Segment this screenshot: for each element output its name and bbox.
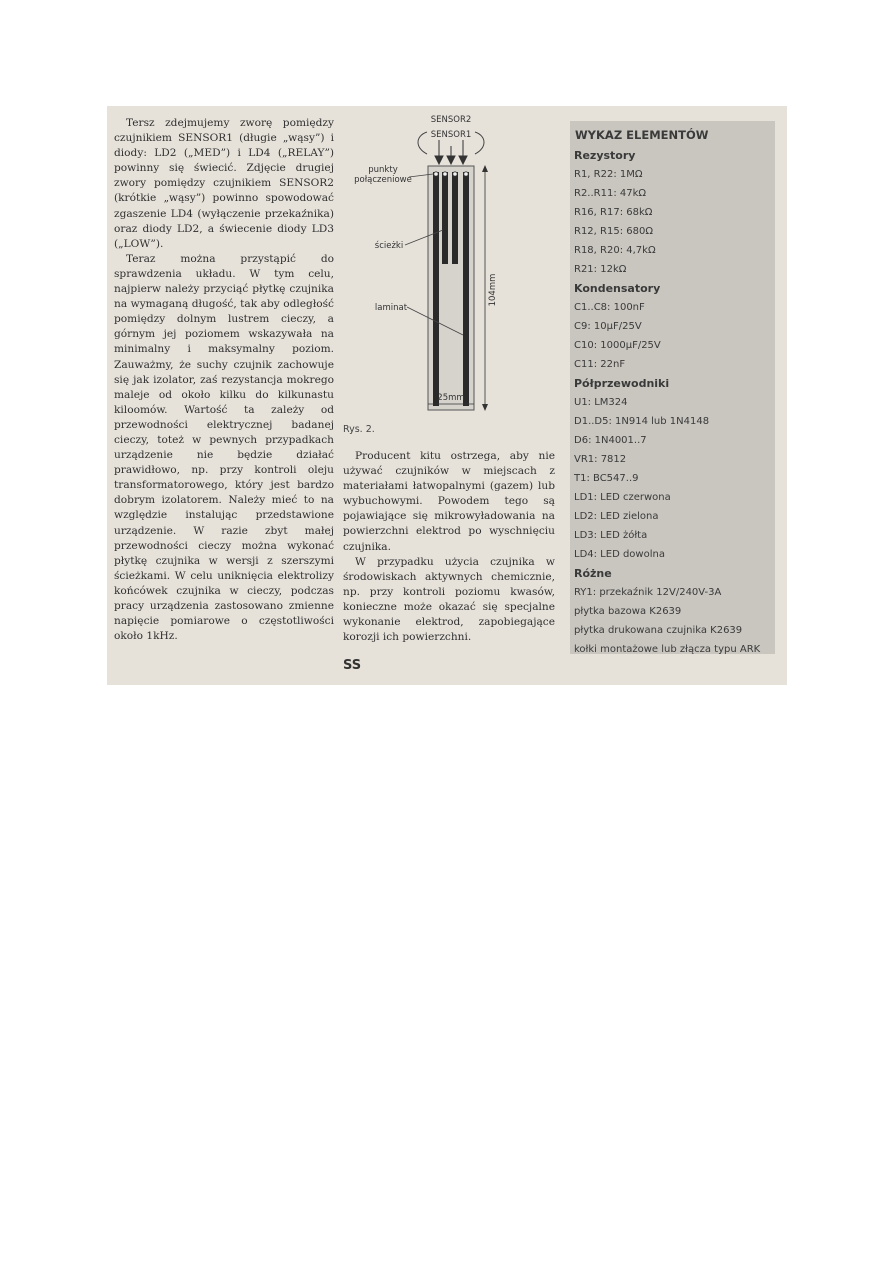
paragraph: Teraz można przystąpić do sprawdzenia układu. W tym celu, najpierw należy przyciąć płytkę czujnika na wymaganą długość, tak aby odległość pomiędzy dolnym lustrem cieczy, a górnym jej poziomem wskazywała na minimalny i maksymalny poziom. Zauważmy, że suchy czujnik zachowuje się jak izolator, zaś rezystancja mokrego maleje od około kilku do kilkunastu kiloomów. Wartość ta zależy od przewodności elektrycznej badanej cieczy, toteż w pewnych przypadkach urządzenie nie będzie działać prawidłowo, np. przy kontroli oleju transformatorowego, który jest bardzo dobrym izolatorem. Należy mieć to na względzie instalując przedstawione urządzenie. W razie zbyt małej przewodności cieczy można wykonać płytkę czujnika w wersji z szerszymi ścieżkami. W celu uniknięcia elektrolizy końcówek czujnika w cieczy, podczas pracy urządzenia zastosowano zmienne napięcie pomiarowe o częstotliwości około 1kHz. [114, 252, 334, 643]
parts-list-item: R18, R20: 4,7kΩ [574, 245, 656, 256]
scanned-page [107, 106, 787, 685]
short-track [442, 172, 448, 264]
parts-list-item: R21: 12kΩ [574, 264, 627, 275]
parts-list-item: D6: 1N4001..7 [574, 435, 647, 446]
short-track [452, 172, 458, 264]
tracks-label: ścieżki [374, 241, 404, 251]
points-label: połączeniowe [354, 175, 412, 185]
parts-list-item: D1..D5: 1N914 lub 1N4148 [574, 416, 710, 427]
points-label: punkty [368, 165, 398, 175]
laminate-label: laminat [374, 303, 408, 313]
connection-point [453, 172, 457, 176]
arrow-icon [482, 404, 488, 411]
connection-point [464, 172, 468, 176]
parts-list-item: LD4: LED dowolna [574, 549, 665, 560]
sensor2-label: SENSOR2 [430, 115, 472, 125]
section-heading: Kondensatory [574, 282, 661, 295]
connection-point [434, 172, 438, 176]
figure-caption: Rys. 2. [343, 424, 375, 435]
parts-list-item: kołki montażowe lub złącza typu ARK [574, 644, 761, 655]
parts-list-item: C11: 22nF [574, 359, 626, 370]
parts-list-item: C1..C8: 100nF [574, 302, 645, 313]
parts-list-item: płytka bazowa K2639 [574, 606, 682, 617]
section-heading: Różne [574, 567, 612, 580]
paragraph: Producent kitu ostrzega, aby nie używać czujników w miejscach z materiałami łatwopalnymi (gazem) lub wybuchowymi. Powodem tego są pojawiające się mikrowyładowania na powierzchni elektrod po wyschnięciu czujnika. [343, 450, 555, 553]
sensor1-label: SENSOR1 [430, 130, 472, 140]
author-signature: SS [343, 658, 362, 673]
parts-list-item: VR1: 7812 [574, 454, 627, 465]
parts-list-box [570, 121, 775, 654]
parts-list-item: U1: LM324 [574, 397, 628, 408]
parts-list-item: T1: BC547..9 [574, 473, 639, 484]
arrow-icon [435, 140, 467, 164]
parts-list-title: WYKAZ ELEMENTÓW [575, 128, 709, 142]
parts-list-item: C9: 10μF/25V [574, 321, 642, 332]
long-track [433, 172, 439, 406]
parts-list-item: płytka drukowana czujnika K2639 [574, 625, 743, 636]
parts-list-item: RY1: przekaźnik 12V/240V-3A [574, 587, 722, 598]
height-label: 104mm [488, 273, 498, 307]
parts-list-item: R1, R22: 1MΩ [574, 169, 643, 180]
long-track [463, 172, 469, 406]
parts-list-item: C10: 1000μF/25V [574, 340, 661, 351]
text-column-left [114, 116, 334, 644]
arrow-icon [482, 165, 488, 172]
parts-list-item: LD1: LED czerwona [574, 492, 671, 503]
section-heading: Rezystory [574, 149, 636, 162]
sensor-figure [339, 110, 564, 420]
parts-list-item: LD2: LED zielona [574, 511, 659, 522]
parts-list-item: LD3: LED żółta [574, 530, 648, 541]
section-heading: Półprzewodniki [574, 377, 670, 390]
parts-list-item: R2..R11: 47kΩ [574, 188, 647, 199]
text-column-middle [343, 449, 555, 645]
parts-list-item: R12, R15: 680Ω [574, 226, 653, 237]
connection-point [443, 172, 447, 176]
parts-list-item: R16, R17: 68kΩ [574, 207, 653, 218]
paragraph: W przypadku użycia czujnika w środowiskach aktywnych chemicznie, np. przy kontroli poziomu kwasów, konieczne może okazać się specjalne wykonanie elektrod, zapobiegające korozji ich powierzchni. [343, 555, 555, 644]
paragraph: Tersz zdejmujemy zworę pomiędzy czujnikiem SENSOR1 (długie „wąsy”) i diody: LD2 („MED”) i LD4 („RELAY”) powinny się świecić. Zdjęcie drugiej zwory pomiędzy czujnikiem SENSOR2 (krótkie „wąsy”) powinno spowodować zgaszenie LD4 (wyłączenie przekaźnika) oraz diody LD2, a świecenie diody LD3 („LOW”). [114, 117, 334, 250]
width-label: 25mm [437, 393, 465, 403]
